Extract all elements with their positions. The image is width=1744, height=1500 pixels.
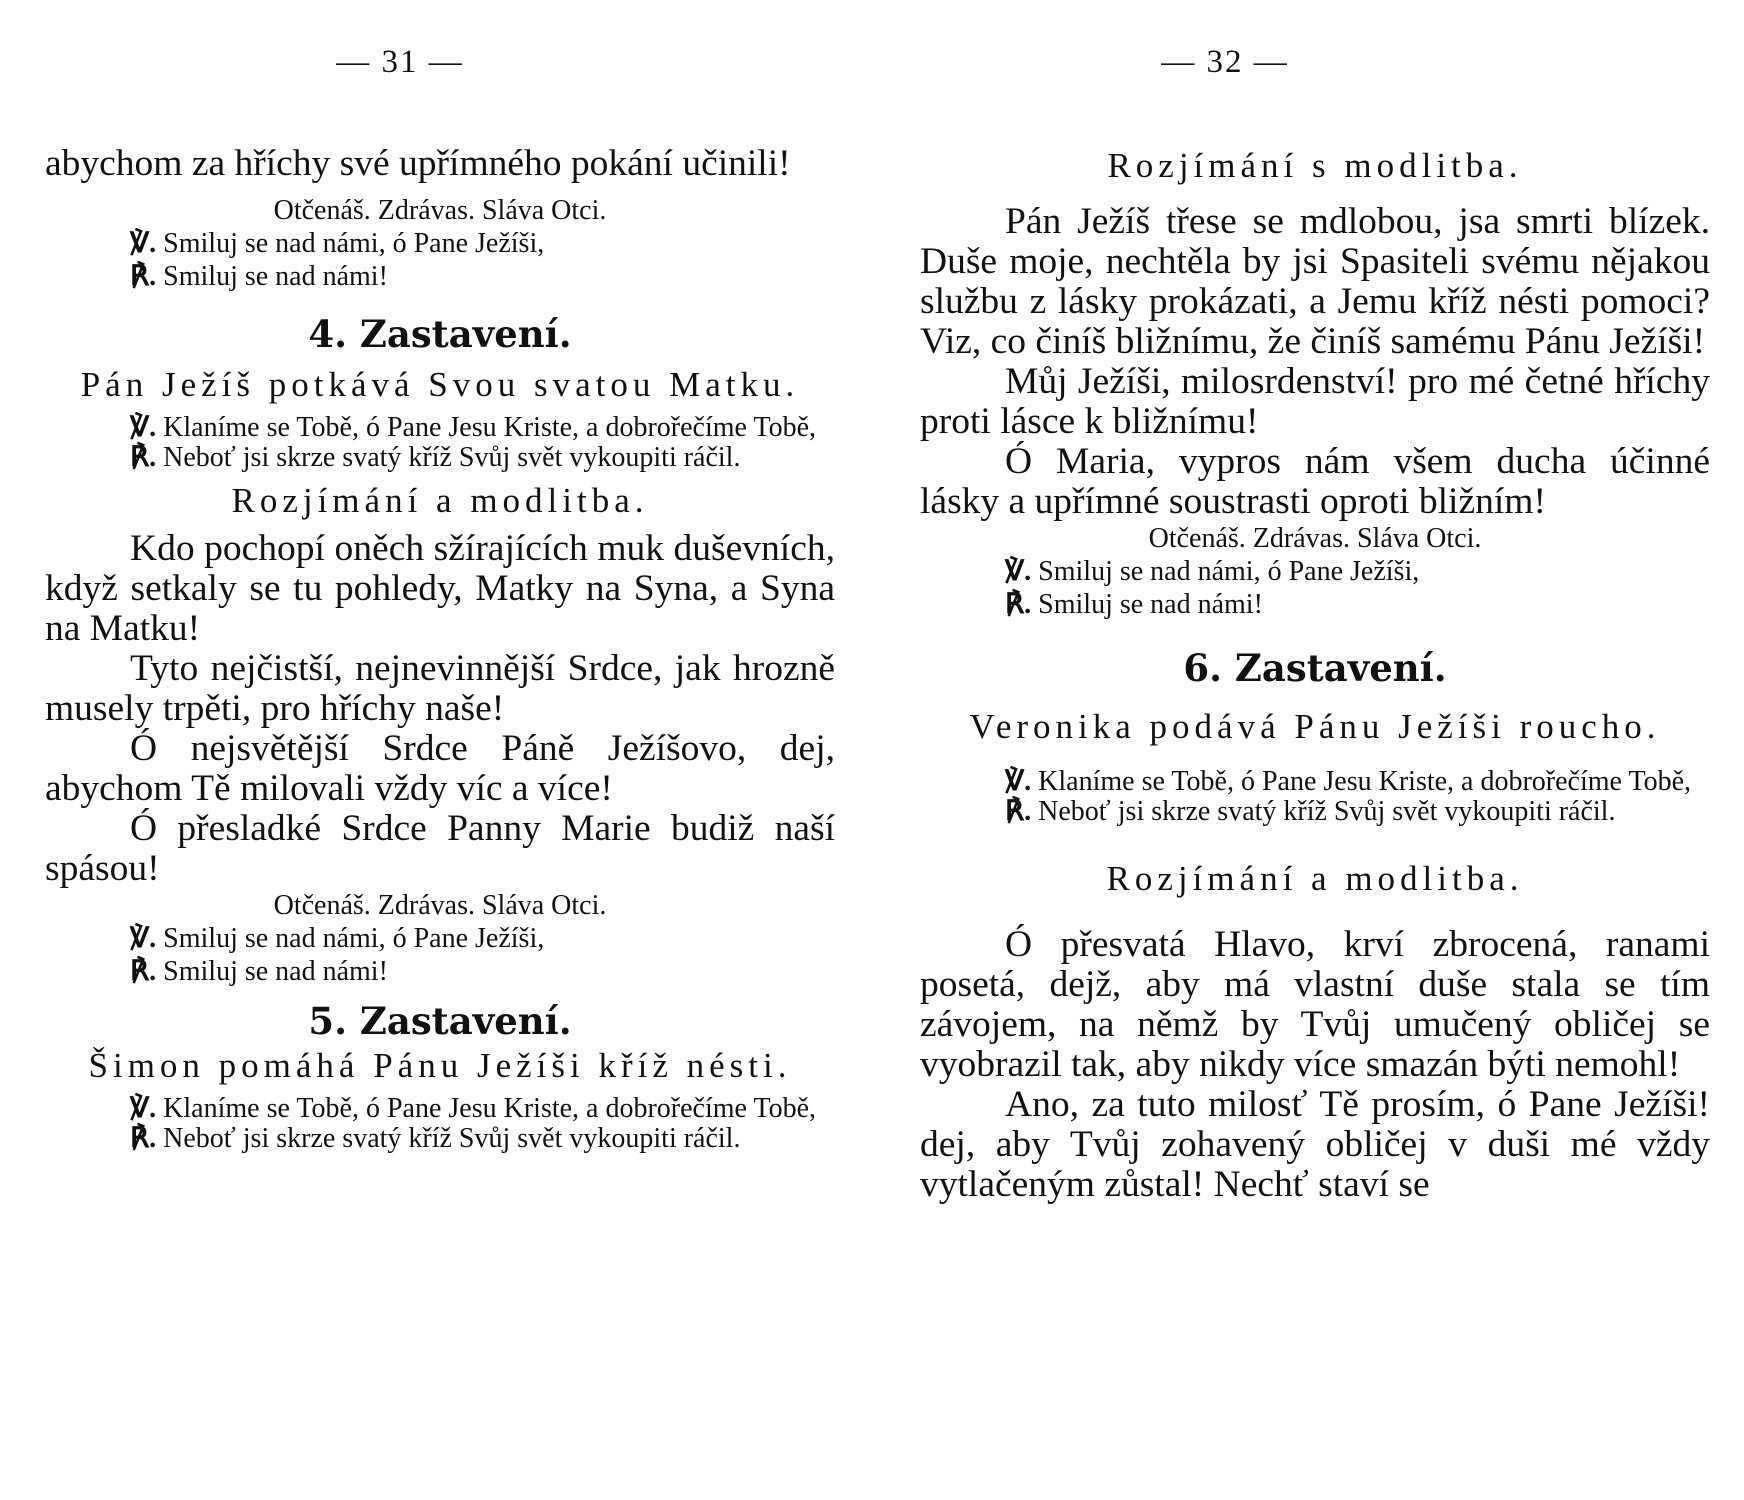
versicle-symbol: ℣. xyxy=(1005,556,1032,587)
versicle-symbol: ℣. xyxy=(1005,766,1032,797)
response-text: Smiluj se nad námi! xyxy=(163,261,388,292)
versicle-text: Klaníme se Tobě, ó Pane Jesu Kriste, a dobrořečíme Tobě, xyxy=(1038,766,1692,797)
paragraph: Ano, za tuto milosť Tě prosím, ó Pane Ježíši! dej, aby Tvůj zohavený obličej v duši mé vždy vytlačeným zůstal! Nechť staví se xyxy=(920,1084,1710,1205)
station-heading: 5. Zastavení. xyxy=(308,999,572,1043)
response-text: Neboť jsi skrze svatý kříž Svůj svět vykoupiti ráčil. xyxy=(163,442,741,473)
response-symbol: ℟. xyxy=(130,442,157,473)
paragraph: Ó přesladké Srdce Panny Marie budiž naší spásou! xyxy=(45,808,835,889)
station-heading: 4. Zastavení. xyxy=(308,312,572,356)
response xyxy=(45,1124,835,1154)
paragraph: Tyto nejčistší, nejnevinnější Srdce, jak hrozně musely trpěti, pro hříchy naše! xyxy=(45,648,835,729)
prayer-list: Otčenáš. Zdrávas. Sláva Otci. xyxy=(273,890,607,921)
versicle xyxy=(45,1094,835,1124)
prayer-list: Otčenáš. Zdrávas. Sláva Otci. xyxy=(1148,523,1482,554)
response-text: Smiluj se nad námi! xyxy=(163,956,388,987)
response-symbol: ℟. xyxy=(130,956,157,987)
versicle xyxy=(45,227,835,260)
paragraph: Ó přesvatá Hlavo, krví zbrocená, ranami posetá, dejž, aby má vlastní duše stala se tím závojem, na němž by Tvůj umučený obličej se vyobrazil tak, aby nikdy více smazán býti nemohl! xyxy=(920,924,1710,1085)
versicle xyxy=(45,413,835,443)
versicle-text: Smiluj se nad námi, ó Pane Ježíši, xyxy=(163,228,545,259)
response-text: Neboť jsi skrze svatý kříž Svůj svět vykoupiti ráčil. xyxy=(163,1123,741,1154)
versicle-text: Klaníme se Tobě, ó Pane Jesu Kriste, a dobrořečíme Tobě, xyxy=(163,412,817,443)
paragraph: Ó nejsvětější Srdce Páně Ježíšovo, dej, abychom Tě milovali vždy víc a více! xyxy=(45,728,835,809)
versicle-symbol: ℣. xyxy=(130,228,157,259)
right-page xyxy=(920,0,1710,1500)
page-number: — 32 — xyxy=(1161,44,1289,80)
paragraph: Ó Maria, vypros nám všem ducha účinné lásky a upřímné soustrasti oproti bližním! xyxy=(920,441,1710,522)
versicle-symbol: ℣. xyxy=(130,412,157,443)
page-content xyxy=(45,144,835,1154)
versicle-text: Klaníme se Tobě, ó Pane Jesu Kriste, a dobrořečíme Tobě, xyxy=(163,1093,817,1124)
paragraph: abychom za hříchy své upřímného pokání učinili! xyxy=(45,143,791,184)
station-title: Veronika podává Pánu Ježíši roucho. xyxy=(969,707,1661,746)
versicle-symbol: ℣. xyxy=(130,1093,157,1124)
response xyxy=(45,260,835,293)
response-symbol: ℟. xyxy=(130,261,157,292)
versicle xyxy=(45,922,835,955)
paragraph: Pán Ježíš třese se mdlobou, jsa smrti blízek. Duše moje, nechtěla by jsi Spasiteli svému nějakou službu z lásky prokázati, a Jemu kříž nésti pomoci? Viz, co činíš bližnímu, že činíš samému Pánu Ježíši! xyxy=(920,201,1710,362)
station-title: Šimon pomáhá Pánu Ježíši kříž nésti. xyxy=(88,1046,792,1085)
page-content xyxy=(920,144,1710,1205)
response xyxy=(920,588,1710,621)
station-title: Pán Ježíš potkává Svou svatou Matku. xyxy=(80,365,800,404)
versicle-text: Smiluj se nad námi, ó Pane Ježíši, xyxy=(1038,556,1420,587)
versicle-symbol: ℣. xyxy=(130,923,157,954)
versicle xyxy=(920,767,1710,797)
page-number: — 31 — xyxy=(336,44,464,80)
left-page xyxy=(45,0,835,1500)
response-symbol: ℟. xyxy=(1005,796,1032,827)
paragraph: Můj Ježíši, milosrdenství! pro mé četné hříchy proti lásce k bližnímu! xyxy=(920,361,1710,442)
meditation-heading: Rozjímání a modlitba. xyxy=(231,481,649,520)
station-heading: 6. Zastavení. xyxy=(1183,646,1447,690)
response-text: Smiluj se nad námi! xyxy=(1038,589,1263,620)
meditation-heading: Rozjímání a modlitba. xyxy=(1106,859,1524,898)
paragraph: Kdo pochopí oněch sžírajících muk duševních, když setkaly se tu pohledy, Matky na Syna, a Syna na Matku! xyxy=(45,528,835,649)
response-symbol: ℟. xyxy=(1005,589,1032,620)
prayer-list: Otčenáš. Zdrávas. Sláva Otci. xyxy=(273,195,607,226)
response-text: Neboť jsi skrze svatý kříž Svůj svět vykoupiti ráčil. xyxy=(1038,796,1616,827)
versicle xyxy=(920,555,1710,588)
response xyxy=(920,797,1710,827)
response-symbol: ℟. xyxy=(130,1123,157,1154)
versicle-text: Smiluj se nad námi, ó Pane Ježíši, xyxy=(163,923,545,954)
response xyxy=(45,955,835,988)
meditation-heading: Rozjímání s modlitba. xyxy=(1107,146,1523,185)
response xyxy=(45,443,835,473)
